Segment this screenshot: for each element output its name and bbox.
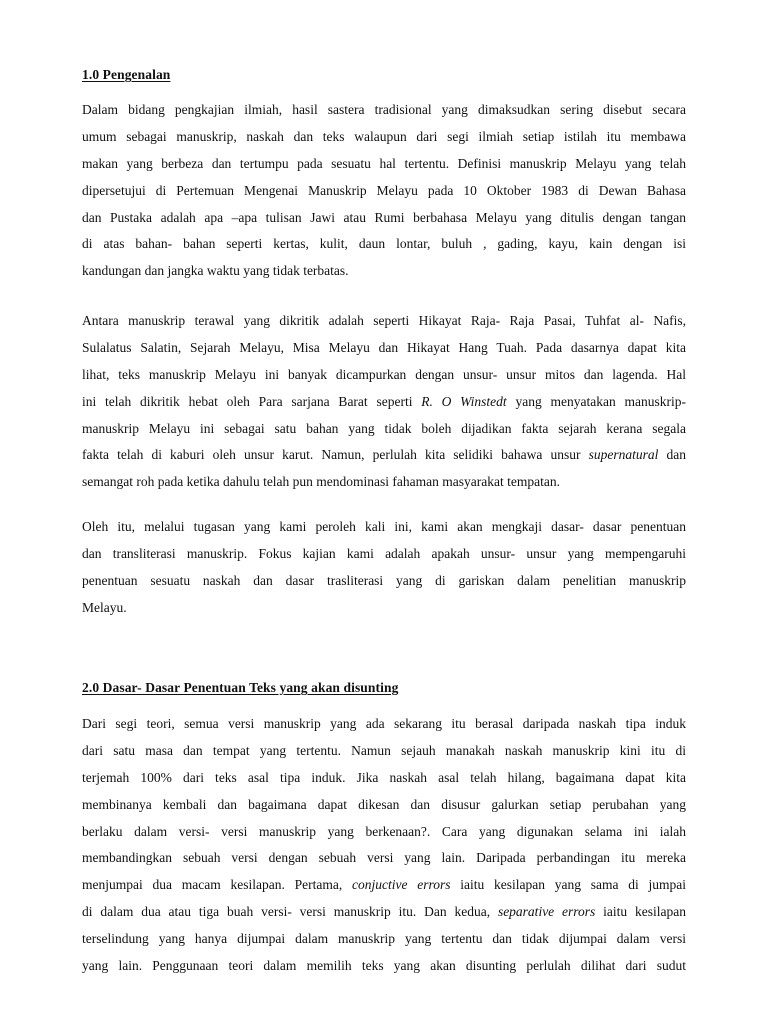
text-line: umum sebagai manuskrip, naskah dan teks walaupun dari segi ilmiah setiap istilah itu membawa — [82, 128, 686, 144]
paragraph-pengenalan-3 — [82, 518, 686, 626]
text-line: dipersetujui di Pertemuan Mengenai Manuskrip Melayu pada 10 Oktober 1983 di Dewan Bahasa — [82, 182, 686, 198]
paragraph-pengenalan-1 — [82, 101, 686, 289]
text-line: di atas bahan- bahan seperti kertas, kulit, daun lontar, buluh , gading, kayu, kain dengan isi — [82, 236, 686, 252]
text-line: semangat roh pada ketika dahulu telah pun mendominasi fahaman masyarakat tempatan. — [82, 474, 560, 490]
text-line: terselindung yang hanya dijumpai dalam manuskrip yang tertentu dan tidak dijumpai dalam versi — [82, 931, 686, 947]
text-line: dan transliterasi manuskrip. Fokus kajian kami adalah apakah unsur- unsur yang mempengaruhi — [82, 545, 686, 561]
text-line: berlaku dalam versi- versi manuskrip yang berkenaan?. Cara yang digunakan selama ini ialah — [82, 823, 686, 839]
text-line: yang lain. Penggunaan teori dalam memilih teks yang akan disunting perlulah dilihat dari sudut — [82, 958, 686, 974]
text-line — [82, 446, 686, 473]
text-segment: di dalam dua atau tiga buah versi- versi manuskrip itu. Dan kedua, — [82, 904, 498, 920]
text-line: Oleh itu, melalui tugasan yang kami peroleh kali ini, kami akan mengkaji dasar- dasar penentuan — [82, 519, 686, 534]
text-line: dan Pustaka adalah apa –apa tulisan Jawi atau Rumi berbahasa Melayu yang ditulis dengan tangan — [82, 209, 686, 225]
term-emphasis: supernatural — [588, 447, 659, 463]
text-line: Dalam bidang pengkajian ilmiah, hasil sastera tradisional yang dimaksudkan sering disebut secara — [82, 102, 686, 117]
text-segment: ini telah dikritik hebat oleh Para sarjana Barat seperti — [82, 393, 422, 409]
text-line: membinanya kembali dan bagaimana dapat dikesan dan disusur galurkan setiap perubahan yang — [82, 796, 686, 812]
text-line — [82, 876, 686, 903]
text-line: dari satu masa dan tempat yang tertentu. Namun sejauh manakah naskah manuskrip kini itu di — [82, 742, 686, 758]
text-segment: fakta telah di kaburi oleh unsur karut. Namun, perlulah kita selidiki bahawa unsur — [82, 447, 589, 463]
paragraph-dasar-penentuan-1 — [82, 715, 686, 984]
text-line: Dari segi teori, semua versi manuskrip yang ada sekarang itu berasal daripada naskah tipa induk — [82, 716, 686, 731]
text-line: makan yang berbeza dan tertumpu pada sesuatu hal tertentu. Definisi manuskrip Melayu yang telah — [82, 155, 686, 171]
text-segment: iaitu kesilapan yang sama di jumpai — [450, 877, 687, 893]
text-segment: iaitu kesilapan — [595, 904, 686, 920]
text-line: manuskrip Melayu ini sebagai satu bahan yang tidak boleh dijadikan fakta sejarah kerana segala — [82, 420, 686, 436]
text-line — [82, 903, 686, 930]
text-line — [82, 393, 686, 420]
text-line: terjemah 100% dari teks asal tipa induk. Jika naskah asal telah hilang, bagaimana dapat kita — [82, 769, 686, 785]
term-emphasis: conjuctive errors — [351, 877, 451, 893]
text-line: penentuan sesuatu naskah dan dasar trasliterasi yang di gariskan dalam penelitian manuskrip — [82, 572, 686, 588]
term-emphasis: separative errors — [497, 904, 596, 920]
text-line: Melayu. — [82, 599, 127, 615]
text-segment: menjumpai dua macam kesilapan. Pertama, — [82, 877, 352, 893]
text-line: Sulalatus Salatin, Sejarah Melayu, Misa Melayu dan Hikayat Hang Tuah. Pada dasarnya dapat kita — [82, 339, 686, 355]
text-segment: dan — [658, 447, 686, 463]
author-name-emphasis: R. O Winstedt — [421, 393, 507, 409]
section-heading-dasar-penentuan: 2.0 Dasar- Dasar Penentuan Teks yang akan disunting — [82, 680, 399, 695]
text-line: lihat, teks manuskrip Melayu ini banyak dicampurkan dengan unsur- unsur mitos dan lagenda. Hal — [82, 366, 686, 382]
text-line: Antara manuskrip terawal yang dikritik adalah seperti Hikayat Raja- Raja Pasai, Tuhfat al- Nafis, — [82, 313, 686, 328]
text-segment: yang menyatakan manuskrip- — [506, 393, 686, 409]
text-line: membandingkan sebuah versi dengan sebuah versi yang lain. Daripada perbandingan itu mereka — [82, 850, 686, 866]
text-line: kandungan dan jangka waktu yang tidak terbatas. — [82, 263, 349, 279]
paragraph-pengenalan-2 — [82, 312, 686, 500]
section-heading-pengenalan: 1.0 Pengenalan — [82, 67, 171, 82]
